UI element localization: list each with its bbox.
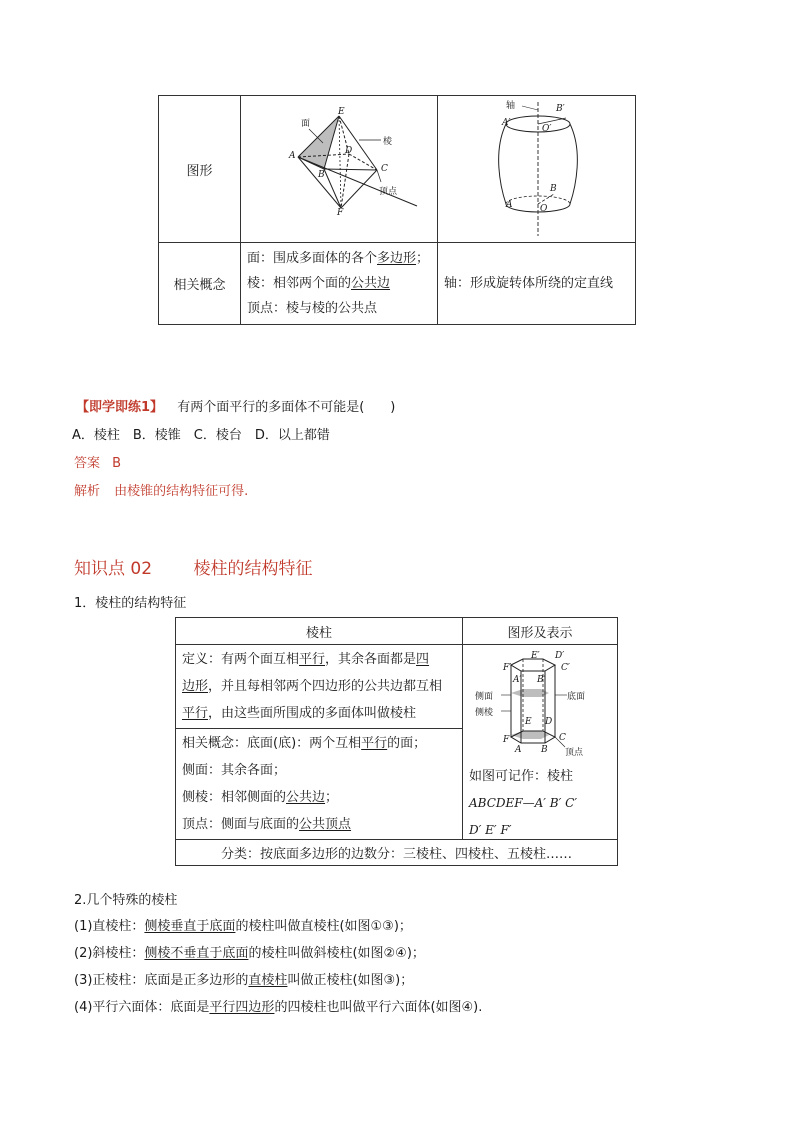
concepts-label: 相关概念: [173, 278, 226, 293]
header-prism: 棱柱: [176, 618, 463, 645]
poly-vertex-def: 顶点：棱与棱的公共点: [247, 301, 378, 316]
poly-face-def: 面：围成多面体的各个多边形；: [247, 251, 430, 266]
notation-line-3: D′ E′ F′: [469, 823, 512, 837]
special-line-2: (2)斜棱柱：侧棱不垂直于底面的棱柱叫做斜棱柱(如图②④)；: [74, 946, 425, 961]
special-line-3: (3)正棱柱：底面是正多边形的直棱柱叫做正棱柱(如图③)；: [74, 973, 414, 988]
special-line-1: (1)直棱柱：侧棱垂直于底面的棱柱叫做直棱柱(如图①③)；: [74, 919, 412, 934]
prism-label-vertex: 顶点: [565, 748, 584, 758]
prism-label-A-prime: A′: [513, 675, 522, 685]
label-A-bottom: A: [506, 200, 513, 210]
prism-label-C-prime: C′: [561, 663, 570, 673]
analysis-text: 由棱锥的结构特征可得.: [114, 484, 249, 499]
solid-concepts: [438, 243, 636, 325]
label-edge: 棱: [383, 137, 393, 147]
prism-label-C: C: [559, 733, 566, 743]
exercise-options: A．棱柱 B．棱锥 C．棱台 D．以上都错: [72, 428, 330, 443]
analysis-line: [74, 480, 248, 499]
octahedron-diagram: [241, 96, 437, 242]
polyhedron-concepts: [241, 243, 438, 325]
prism-label-F-prime: F′: [503, 663, 512, 673]
prism-label-F: F: [503, 735, 510, 745]
answer-value: B: [112, 456, 122, 471]
prism-label-D-prime: D′: [555, 651, 565, 661]
label-F: F: [337, 208, 344, 218]
exercise-question: 有两个面平行的多面体不可能是( ): [177, 400, 396, 415]
prism-related-concepts: 相关概念：底面(底)：两个互相平行的面； 侧面：其余各面； 侧棱：相邻侧面的公共边； 顶点：侧面与底面的公共顶点: [176, 729, 463, 840]
label-face: 面: [301, 119, 311, 129]
label-O-bottom: O: [540, 204, 548, 214]
label-O-prime: O′: [542, 124, 552, 134]
exercise-label: 【即学即练1】: [76, 400, 164, 415]
header-figure: 图形及表示: [463, 618, 618, 645]
row-label-figure: [159, 96, 241, 243]
poly-edge-def: 棱：相邻两个面的公共边: [247, 276, 391, 291]
structure-table: [158, 95, 636, 325]
prism-definition: 定义：有两个面互相平行，其余各面都是四 边形，并且每相邻两个四边形的公共边都互相 平行，由这些面所围成的多面体叫做棱柱: [176, 645, 463, 729]
prism-label-base: 底面: [567, 692, 586, 702]
label-axis: 轴: [506, 101, 516, 111]
answer-line: [74, 452, 121, 471]
section-number: 知识点 02: [74, 559, 153, 579]
prism-classification: 分类：按底面多边形的边数分：三棱柱、四棱柱、五棱柱……: [176, 840, 618, 866]
exercise-line: [76, 396, 395, 415]
notation-line-1: 如图可记作：棱柱: [469, 769, 574, 784]
special-line-4: (4)平行六面体：底面是平行四边形的四棱柱也叫做平行六面体(如图④).: [74, 1000, 483, 1015]
polyhedron-figure-cell: [241, 96, 438, 243]
answer-label: 答案: [74, 456, 101, 471]
prism-label-D: D: [545, 717, 553, 727]
sub-heading-1: 1．棱柱的结构特征: [74, 596, 187, 611]
barrel-diagram: [438, 96, 635, 242]
solid-axis-def: 轴：形成旋转体所绕的定直线: [444, 276, 614, 291]
special-prisms-title: 2.几个特殊的棱柱: [74, 893, 178, 908]
label-B-prime: B′: [556, 104, 565, 114]
prism-label-B-prime: B′: [537, 675, 546, 685]
prism-label-E: E: [525, 717, 532, 727]
prism-label-A: A: [515, 745, 522, 755]
label-D: D: [345, 146, 353, 156]
label-C: C: [381, 164, 388, 174]
prism-notation: [469, 763, 577, 844]
prism-figure-cell: [463, 645, 618, 840]
prism-label-E-prime: E′: [531, 651, 540, 661]
figure-label: 图形: [186, 163, 213, 179]
label-B: B: [318, 170, 325, 180]
notation-line-2: ABCDEF—A′ B′ C′: [469, 796, 578, 810]
label-A: A: [289, 151, 296, 161]
prism-label-side-face: 侧面: [475, 692, 494, 702]
prism-label-B: B: [541, 745, 548, 755]
prism-label-side-edge: 侧棱: [475, 708, 494, 718]
analysis-label: 解析: [74, 484, 101, 499]
section-heading: [74, 554, 312, 579]
label-A-prime: A′: [502, 118, 511, 128]
label-E: E: [338, 107, 345, 117]
label-B-bottom: B: [550, 184, 557, 194]
solid-figure-cell: [438, 96, 636, 243]
section-title: 棱柱的结构特征: [193, 559, 313, 579]
row-label-concepts: [159, 243, 241, 325]
prism-table: [175, 617, 618, 866]
label-vertex: 顶点: [379, 187, 398, 197]
